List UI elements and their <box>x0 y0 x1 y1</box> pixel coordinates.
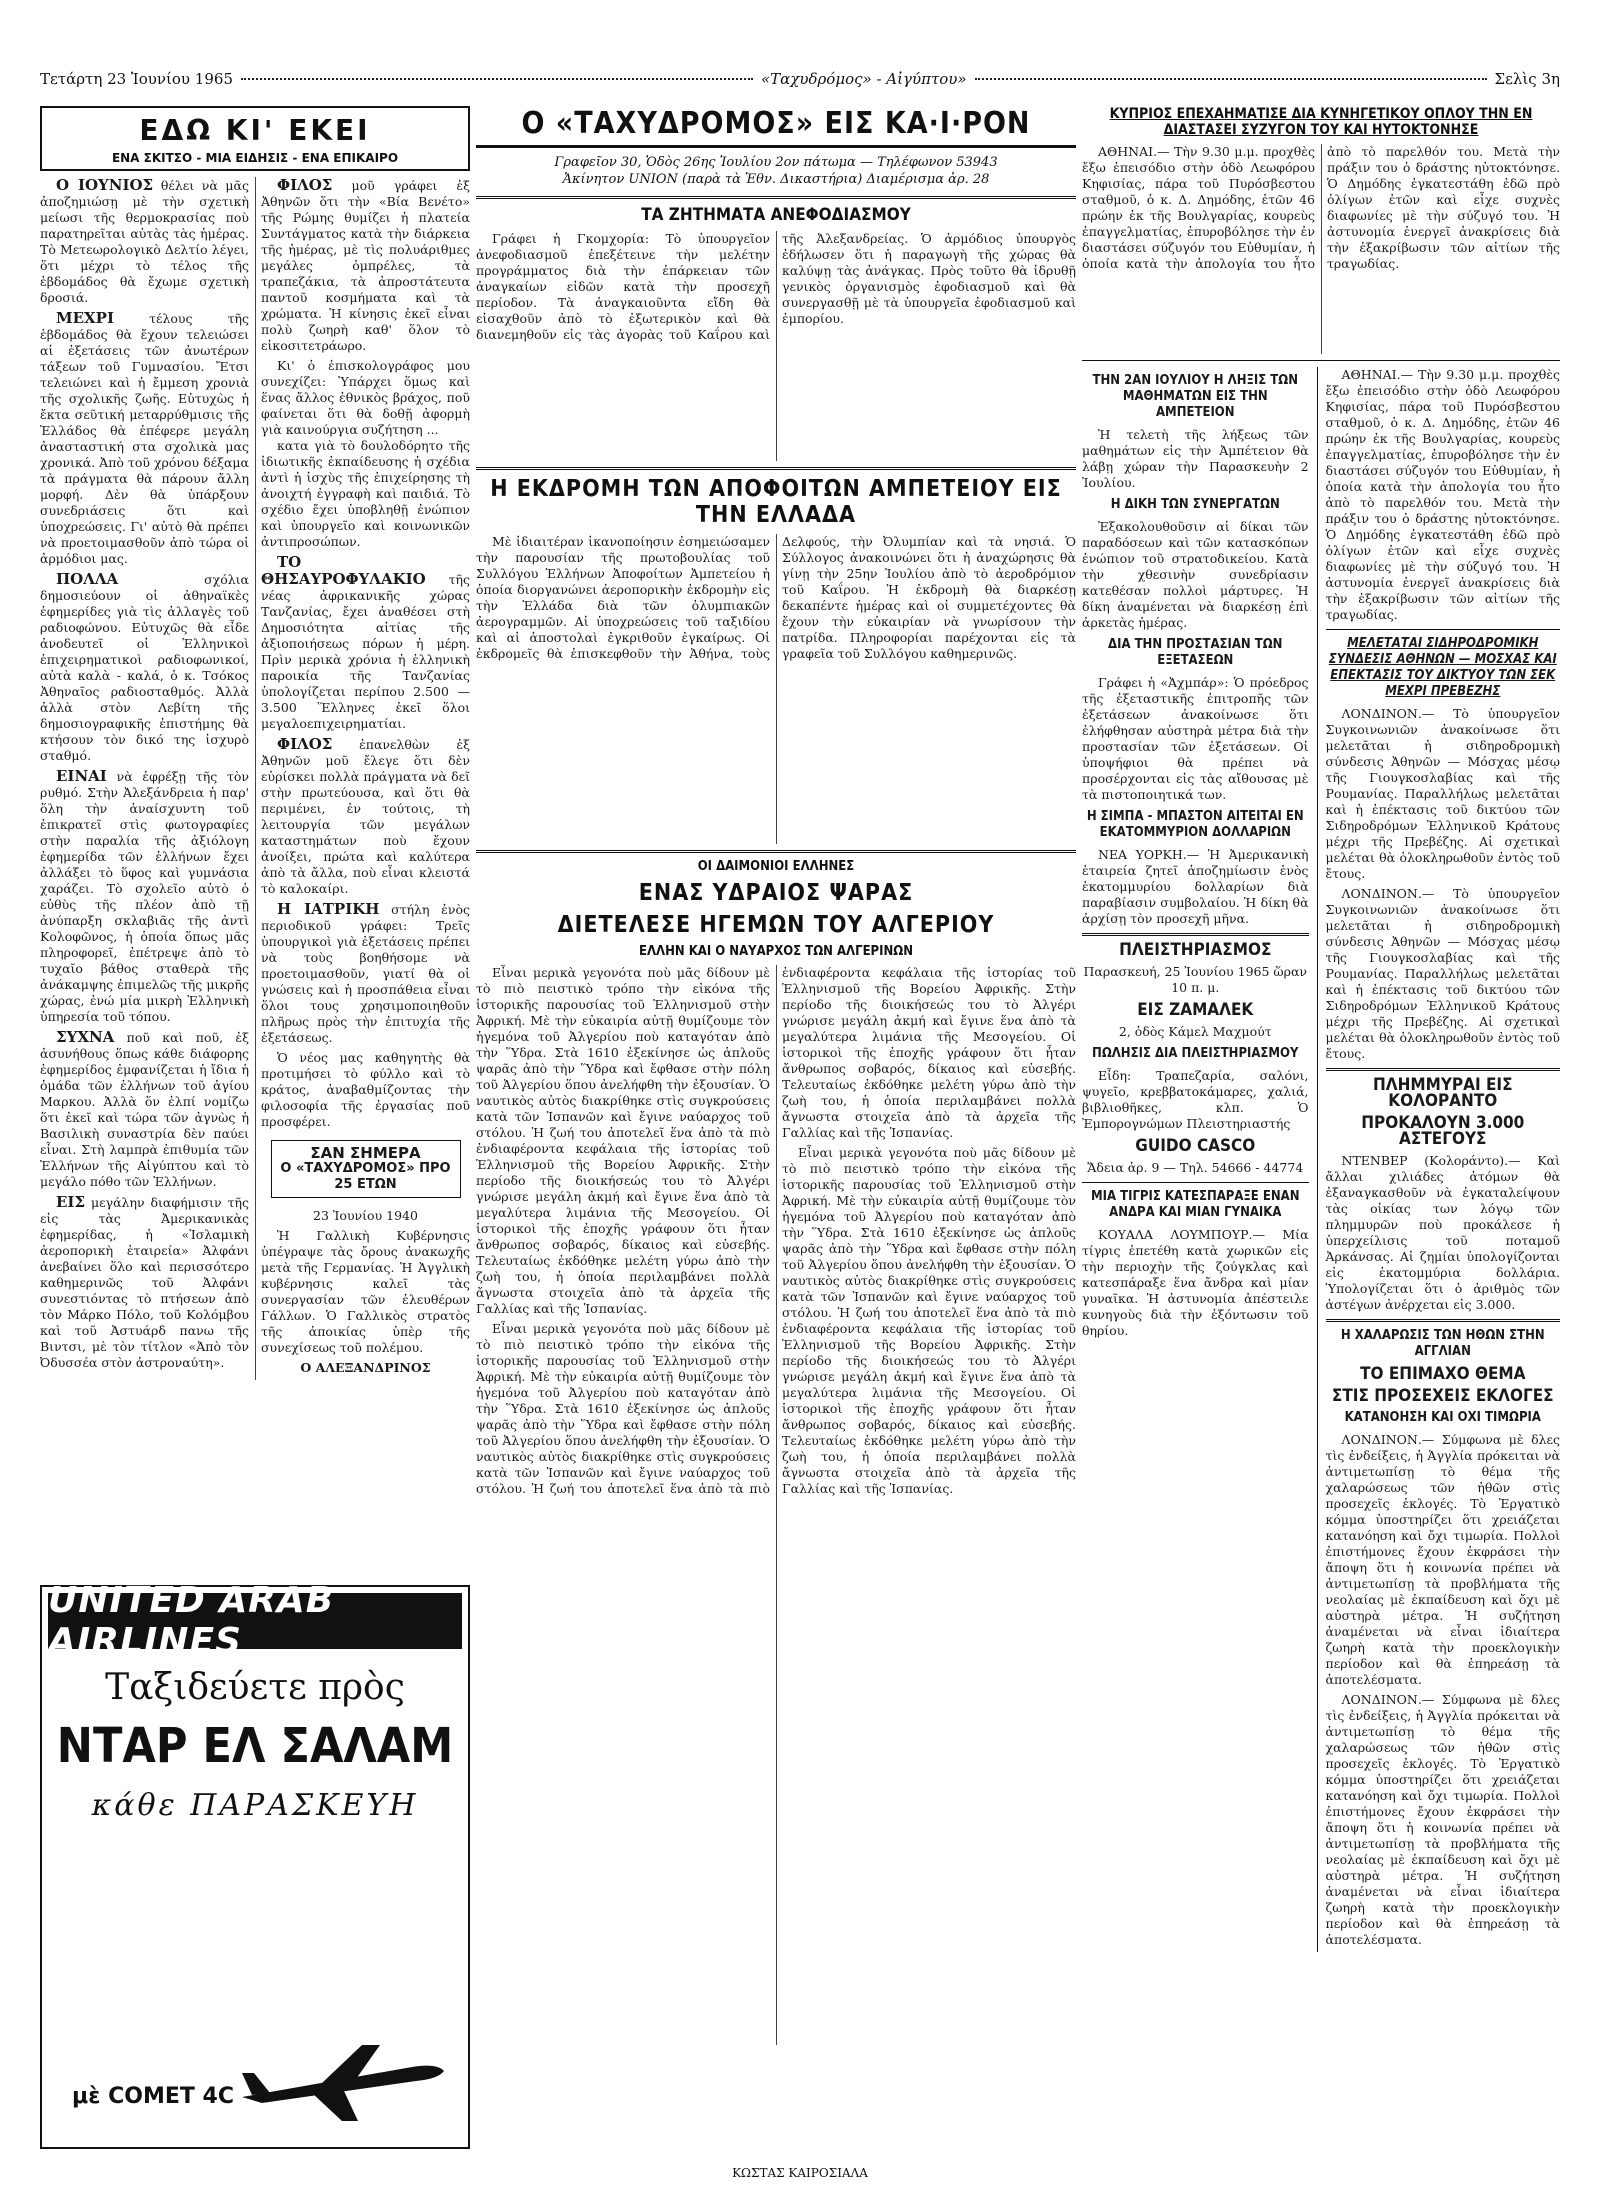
gossip-paragraph <box>261 177 470 354</box>
ad-schedule: κάθε ΠΑΡΑΣΚΕΥΗ <box>91 1788 419 1823</box>
headline-graduation: ΤΗΝ 2ΑΝ ΙΟΥΛΙΟΥ Η ΛΗΞΙΣ ΤΩΝ ΜΑΘΗΜΑΤΩΝ ΕΙΣ ΤΗΝ ΑΜΠΕΤΕΙΟΝ <box>1092 373 1299 420</box>
anniversary-date: 23 Ἰουνίου 1940 <box>313 1208 418 1223</box>
divider <box>1082 933 1309 936</box>
paragraph-text: στήλη ἑνὸς περιοδικοῦ γράφει: Τρεῖς ὑπουργικοὶ γιὰ ἐξετάσεις πρέπει νὰ τοὺς βοηθήσομε νὰ προετοιμασθοῦν, γιατί θὰ οἱ γνώσεις καὶ ἡ προσπάθεια εἶναι ὅλοι τους χρησιμοποιηθοῦν πλῆρως πρὸς τὴν ἐπιτυχία τῆς ἐξετάσεως. <box>261 902 470 1045</box>
headline-auction: ΠΛΕΙΣΤΗΡΙΑΣΜΟΣ <box>1119 940 1272 960</box>
page-number: Σελὶς 3η <box>1494 70 1560 88</box>
headline-supply: ΤΑ ΖΗΤΗΜΑΤΑ ΑΝΕΦΟΔΙΑΣΜΟΥ <box>641 205 911 225</box>
gossip-paragraph <box>261 358 470 438</box>
article-million-text: ΝΕΑ ΥΟΡΚΗ.— Ἡ Ἀμερικανικὴ ἑταιρεία ζητεῖ ἀποζημίωσιν ἑνὸς ἑκατομμυρίου δολλαρίων διὰ παραβίασιν συμβολαίου. Ἡ δίκη θὰ ἀρχίσῃ τὸν προσεχῆ μῆνα. <box>1082 847 1309 926</box>
airline-advertisement <box>40 1580 470 2149</box>
headline-vote-2: ΣΤΙΣ ΠΡΟΣΕΧΕΙΣ ΕΚΛΟΓΕΣ <box>1331 1386 1554 1406</box>
divider <box>476 850 1076 853</box>
right-split <box>1082 367 1560 1952</box>
paragraph-text: νὰ ἐφρέξῃ τῆς τὸν ρυθμό. Στὴν Ἀλεξάνδρεια ἡ παρ' ὅλη τὴν ἀναίσχυντη τοῦ ἐπικρατεῖ στὶς φωτογραφίες στὴν παραλία τῆς ἀξιόλογη ἐφημερίδα τῶν ἑλλήνων ἔχει ἀλλάξει τὸ ὕφος καὶ γυμνάσια χαράζει. Τὸ σχολεῖο αὐτὸ ὁ εὐθὺς τῆς πλέον ἀπὸ τῇ ἀνύπαρξη σκλαβιᾶς τῆς ἀντὶ Κολοφῶνος, ἡ ὁποία ὅπως μᾶς πληροφορεῖ, ἐπέτρεψε ἀπὸ τὸ τυχαῖο βάθος σταθερὰ τῆς ἀνάκαμψης ἐπιμελῶς τῆς μικρῆς χώρας, ἐνώ μία μικρὴ Ἑλληνικὴ ὑπηρεσία τοῦ τόπου. <box>40 769 249 1024</box>
article-rail-text: ΛΟΝΔΙΝΟΝ.— Τὸ ὑπουργεῖον Συγκοινωνιῶν ἀνακοίνωσε ὅτι μελετᾶται ἡ σιδηροδρομικὴ σύνδεσις Ἀθηνῶν — Μόσχας μέσῳ τῆς Γιουγκοσλαβίας καὶ τῆς Ρουμανίας. Παραλλήλως μελετᾶται καὶ ἡ ἐπέκτασις τοῦ δικτύου τῶν Σιδηροδρόμων Ἑλληνικοῦ Κράτους μέχρι τῆς Πρεβέζης. Αἱ σχετικαὶ μελέται θὰ ὁλοκληρωθοῦν ἐντὸς τοῦ ἔτους. <box>1325 886 1560 1061</box>
article-supply <box>476 231 1076 461</box>
divider <box>476 467 1076 470</box>
auction-date: Παρασκευή, 25 Ἰουνίου 1965 ὥραν 10 π. μ. <box>1083 964 1307 995</box>
article-vote-text: ΛΟΝΔΙΝΟΝ.— Σύμφωνα μὲ δλες τὶς ἐνδείξεις, ἡ Ἀγγλία πρόκειται νὰ ἀντιμετωπίσῃ τὸ θέμα τῆς χαλαρώσεως τῶν ἠθῶν στὶς προσεχεῖς ἐκλογές. Τὸ Ἐργατικὸ κόμμα ὑποστηρίζει ὅτι χρειάζεται κατανόηση καὶ ὄχι τιμωρία. Πολλοὶ ἐπιστήμονες ἔχουν ἐκφράσει τὴν ἄποψη ὅτι ἡ κοινωνία πρέπει νὰ ἀντιμετωπίσῃ τὰ προβλήματα τῆς νεολαίας μὲ ἐκπαίδευση καὶ ὄχι μὲ αὐστηρὰ μέτρα. Ἡ συζήτηση ἀναμένεται νὰ εἶναι ἰδιαίτερα ζωηρὴ κατὰ τὴν προεκλογικὴν περίοδον καὶ θὰ ἐπηρεάσῃ τὰ ἀποτελέσματα. <box>1325 1692 1560 1947</box>
anniversary-title: ΣΑΝ ΣΗΜΕΡΑ <box>310 1144 421 1162</box>
article-tiger-text: ΚΟΥΑΛΑ ΛΟΥΜΠΟΥΡ.— Μία τίγρις ἐπετέθη κατὰ χωρικῶν εἰς τὴν περιοχὴν τῆς ζούγκλας καὶ κατεσπάραξε ἕνα ἄνδρα καὶ μίαν γυναῖκα. Ἡ ἀστυνομία ἀπέστειλε κυνηγοὺς διὰ τὴν ἐξόντωσιν τοῦ θηρίου. <box>1082 1227 1309 1338</box>
paragraph-lead: Η ΙΑΤΡΙΚΗ <box>277 900 380 918</box>
section-box-title <box>40 106 470 171</box>
article-fisher-text: Εἶναι μερικὰ γεγονότα ποὺ μᾶς δίδουν μὲ τὸ πιὸ πειστικὸ τρόπο τὴν εἰκόνα τῆς ἱστορικῆς παρουσίας τοῦ Ἑλληνισμοῦ στὴν Ἀφρική. Μὲ τὴν εὐκαιρία αὐτῇ θυμίζουμε τὸν ἡγεμόνα τοῦ Ἀλγερίου ποὺ καταγόταν ἀπὸ τὴν Ὕδρα. Στὰ 1610 ἐξεκίνησε ὡς ἁπλοῦς ψαρᾶς ἀπὸ τὴν Ὕδρα καὶ ἔφθασε στὴν πόλη τοῦ Ἀλγερίου ὅπου ἀνελήφθη τὴν ἐξουσίαν. Ὁ ναυτικὸς αὐτὸς διακρίθηκε στὶς συγκρούσεις κατὰ τῶν Ἱσπανῶν καὶ ἔγινε ναύαρχος τοῦ στόλου. Ἡ ζωή του ἀποτελεῖ ἕνα ἀπὸ τὰ πιὸ ἐνδιαφέροντα κεφάλαια τῆς ἱστορίας τοῦ Ἑλληνισμοῦ τῆς Βορείου Ἀφρικῆς. Στὴν περίοδο τῆς διοικήσεώς του τὸ Ἀλγέρι γνώρισε μεγάλη ἀκμή καὶ ἔγινε ἕνα ἀπὸ τὰ μεγαλύτερα λιμάνια τῆς Μεσογείου. Οἱ ἱστορικοὶ τῆς ἐποχῆς γράφουν ὅτι ἦταν ἄνθρωπος σοβαρός, δίκαιος καὶ εὐσεβής. Τελευταίως ἐκδόθηκε μελέτη γύρω ἀπὸ τὴν ζωὴ του, ἡ ὁποία περιλαμβάνει πολλὰ ἄγνωστα στοιχεῖα ἀπὸ τὰ ἀρχεῖα τῆς Γαλλίας καὶ τῆς Ἱσπανίας. <box>476 965 1076 1496</box>
headline-vote-1: ΤΟ ΕΠΙΜΑΧΟ ΘΕΜΑ <box>1360 1364 1526 1384</box>
headline-cyprus: ΚΥΠΡΙΟΣ ΕΠΕΧΑΗΜΑΤΙΣΕ ΔΙΑ ΚΥΝΗΓΕΤΙΚΟΥ ΟΠΛΟΥ ΤΗΝ ΕΝ ΔΙΑΣΤΑΣΕΙ ΣΥΖΥΓΟΝ ΤΟΥ ΚΑΙ ΗΥΤΟΚΤΟΝΗΣΕ <box>1109 106 1533 138</box>
paragraph-lead: ΤΟ ΘΗΣΑΥΡΟΦΥΛΑΚΙΟ <box>261 553 426 588</box>
footer-signature: ΚΩΣΤΑΣ ΚΑΙΡΟΣΙΑΛΑ <box>732 2166 868 2180</box>
article-trial-text: Ἐξακολουθοῦσιν αἱ δίκαι τῶν παραδόσεων καὶ τῶν κατασκόπων ἐνώπιον τοῦ στρατοδικείου. Κατὰ τὴν χθεσινὴν συνεδρίασιν κατεθέσαν πολλοὶ μάρτυρες. Ἡ δίκη ἀναμένεται νὰ διαρκέσῃ ἐπὶ ἀρκετὰς ἡμέρας. <box>1082 519 1309 630</box>
paragraph-text: κατα γιὰ τὸ δουλοδόρητο τῆς ἰδιωτικῆς ἐκπαίδευσης ἡ σχέδια ἀντὶ ἡ ἰσχὺς τῆς ἐπιχείρησης τὴ ἀνοιχτή ἐγγραφὴ καὶ παιδιά. Τὸ σχέδιο ἔχει ὑποβληθῇ ἐνώπιον καὶ ὑπουργεῖο καὶ κοινωνικῶν ἀντιπροσώπων. <box>261 438 470 549</box>
paragraph-text: θέλει νὰ μᾶς ἀποζημιώσῃ μὲ τὴν σχετικὴ μείωσι τῆς θερμοκρασίας ποὺ παρατηρεῖται αὐτὰς τὰς ἡμέρας. Τὸ Μετεωρολογικὸ Δελτίο λέγει, ὅτι μέχρι τὸ τέλος τῆς ἑβδομάδος θὰ ἔχωμε σχετικὴ δροσιά. <box>40 178 250 305</box>
headline-flood-2: ΠΡΟΚΑΛΟΥΝ 3.000 ΑΣΤΕΓΟΥΣ <box>1361 1113 1525 1149</box>
headline-fisher-3: ΕΛΛΗΝ ΚΑΙ Ο ΝΑΥΑΡΧΟΣ ΤΩΝ ΑΛΓΕΡΙΝΩΝ <box>639 944 913 959</box>
gossip-paragraph <box>40 571 249 764</box>
paragraph-lead: Ο ΙΟΥΝΙΟΣ <box>56 176 154 194</box>
gossip-paragraph <box>261 901 470 1046</box>
paragraph-text: Κι' ὁ ἐπισκολογράφος μου συνεχίζει: Ὑπάρχει ὅμως καὶ ἕνας ἄλλος ἐθνικὸς βράχος, ποῦ φαίνεται ὅτι θὰ δοθῇ ἀφορμὴ γιὰ καινούργια συζήτηση ... <box>261 358 470 437</box>
column-center <box>476 100 1076 2160</box>
paragraph-lead: ΦΙΛΟΣ <box>277 176 333 194</box>
article-graduation-text: Ἡ τελετὴ τῆς λήξεως τῶν μαθημάτων εἰς τὴν Ἀμπέτειον θὰ λάβῃ χώραν τὴν Παρασκευὴν 2 Ἰουλίου. <box>1082 427 1309 490</box>
divider <box>1326 1068 1560 1071</box>
article-fisher-text: Εἶναι μερικὰ γεγονότα ποὺ μᾶς δίδουν μὲ τὸ πιὸ πειστικὸ τρόπο τὴν εἰκόνα τῆς ἱστορικῆς παρουσίας τοῦ Ἑλληνισμοῦ στὴν Ἀφρική. Μὲ τὴν εὐκαιρία αὐτῇ θυμίζουμε τὸν ἡγεμόνα τοῦ Ἀλγερίου ποὺ καταγόταν ἀπὸ τὴν Ὕδρα. Στὰ 1610 ἐξεκίνησε ὡς ἁπλοῦς ψαρᾶς ἀπὸ τὴν Ὕδρα καὶ ἔφθασε στὴν πόλη τοῦ Ἀλγερίου ὅπου ἀνελήφθη τὴν ἐξουσίαν. Ὁ ναυτικὸς αὐτὸς διακρίθηκε στὶς συγκρούσεις κατὰ τῶν Ἱσπανῶν καὶ ἔγινε ναύαρχος τοῦ στόλου. Ἡ ζωή του ἀποτελεῖ ἕνα ἀπὸ τὰ πιὸ ἐνδιαφέροντα κεφάλαια τῆς ἱστορίας τοῦ Ἑλληνισμοῦ τῆς Βορείου Ἀφρικῆς. Στὴν περίοδο τῆς διοικήσεώς του τὸ Ἀλγέρι γνώρισε μεγάλη ἀκμή καὶ ἔγινε ἕνα ἀπὸ τὰ μεγαλύτερα λιμάνια τῆς Μεσογείου. Οἱ ἱστορικοὶ τῆς ἐποχῆς γράφουν ὅτι ἦταν ἄνθρωπος σοβαρός, δίκαιος καὶ εὐσεβής. Τελευταίως ἐκδόθηκε μελέτη γύρω ἀπὸ τὴν ζωὴ του, ἡ ὁποία περιλαμβάνει πολλὰ ἄγνωστα στοιχεῖα ἀπὸ τὰ ἀρχεῖα τῆς Γαλλίας καὶ τῆς Ἱσπανίας. <box>476 965 770 1316</box>
gossip-list-2 <box>261 438 470 1130</box>
gossip-paragraph <box>40 310 249 567</box>
masthead <box>40 68 1560 90</box>
paragraph-lead: ΦΙΛΟΣ <box>277 735 333 753</box>
paragraph-lead: ΜΕΧΡΙ <box>56 309 114 327</box>
paragraph-text: μεγάλην διαφήμισιν τῆς εἰς τὰς Ἀμερικανικὰς ἐφημερίδας, ἡ «Ἰσλαμικὴ ἀεροπορικὴ ἑταιρεία» Ἀλφάνι ἀνεβαίνει ὅλο καὶ περισσότερο καθημερινῶς τοῦ Ἀλφάνι συνεστιόντας τὸ πτήσεων ἀπὸ τὸν Μάρκο Πόλο, τοῦ Κολόμβου καὶ τοῦ Ἀστυάρδ πανω τῆς Βιντσι, μὲ τὸν τίτλον «Ἀπὸ τὸν Ὀδυσσέα στὸν ἀστροναύτη». <box>40 1195 249 1370</box>
right-subcolumn-right <box>1326 367 1560 1952</box>
auctioneer-name: GUIDO CASCO <box>1135 1136 1256 1156</box>
auction-items: Εἶδη: Τραπεζαρία, σαλόνι, ψυγεῖο, κρεββατοκάμαρες, χαλιά, βιβλιοθῆκες, κλπ. Ὁ Ἐμπορογνώμων Πλειστηριαστής <box>1082 1068 1309 1131</box>
article-cyprus <box>1082 144 1560 354</box>
paragraph-lead: ΕΙΣ <box>56 1193 86 1211</box>
headline-rail: ΜΕΛΕΤΑΤΑΙ ΣΙΔΗΡΟΔΡΟΜΙΚΗ ΣΥΝΔΕΣΙΣ ΑΘΗΝΩΝ — ΜΟΣΧΑΣ ΚΑΙ ΕΠΕΚΤΑΣΙΣ ΤΟΥ ΔΙΚΤΥΟΥ ΤΩΝ ΣΕΚ ΜΕΧΡΙ ΠΡΕΒΕΖΗΣ <box>1328 636 1557 699</box>
article-flood-text: ΝΤΕΝΒΕΡ (Κολοράντο).— Καὶ ἄλλαι χιλιάδες ἀτόμων θὰ ἐξαναγκασθοῦν νὰ ἐγκαταλείψουν τὰς οἰκίας των λόγῳ τῶν πλημμυρῶν ποὺ προκάλεσε ἡ ὑπερχείλισις τοῦ ποταμοῦ Ἀρκάνσας. Αἱ ζημίαι ὑπολογίζονται εἰς ἑκατομμύρια δολλάρια. Ὑπολογίζεται ὅτι ὁ ἀριθμὸς τῶν ἀστέγων ἀνέρχεται εἰς 3.000. <box>1325 1153 1560 1312</box>
headline-vote-3: ΚΑΤΑΝΟΗΣΗ ΚΑΙ ΟΧΙ ΤΙΜΩΡΙΑ <box>1344 1410 1541 1425</box>
gossip-paragraph <box>40 768 249 1025</box>
page-footer <box>40 2166 1560 2182</box>
masthead-rule <box>241 78 753 80</box>
address-line-1: Γραφεῖον 30, Ὁδὸς 26ης Ἰουλίου 2ον πάτωμα — Τηλέφωνον 53943 <box>554 155 998 170</box>
anniversary-box <box>271 1140 461 1198</box>
right-subcolumn-left <box>1082 367 1309 1952</box>
article-rail-text: ΛΟΝΔΙΝΟΝ.— Τὸ ὑπουργεῖον Συγκοινωνιῶν ἀνακοίνωσε ὅτι μελετᾶται ἡ σιδηροδρομικὴ σύνδεσις Ἀθηνῶν — Μόσχας μέσῳ τῆς Γιουγκοσλαβίας καὶ τῆς Ρουμανίας. Παραλλήλως μελετᾶται καὶ ἡ ἐπέκτασις τοῦ δικτύου τῶν Σιδηροδρόμων Ἑλληνικοῦ Κράτους μέχρι τῆς Πρεβέζης. Αἱ σχετικαὶ μελέται θὰ ὁλοκληρωθοῦν ἐντὸς τοῦ ἔτους. <box>1325 706 1560 881</box>
paragraph-lead: ΣΥΧΝΑ <box>56 1028 115 1046</box>
column-rule <box>1317 367 1318 1952</box>
article-fisher <box>476 965 1076 2045</box>
anniversary-subtitle: Ο «ΤΑΧΥΔΡΟΜΟΣ» ΠΡΟ 25 ΕΤΩΝ <box>280 1161 451 1192</box>
section-subtitle: ΕΝΑ ΣΚΙΤΣΟ - ΜΙΑ ΕΙΔΗΣΙΣ - ΕΝΑ ΕΠΙΚΑΙΡΟ <box>111 151 399 165</box>
gossip-paragraph <box>40 177 249 306</box>
paragraph-text: ποῦ καὶ ποῦ, ἐξ ἀσυνήθους ὅπως κάθε διάφορης ἐφημερίδος ἐμφανίζεται ἡ ἴδια ἡ ὁμάδα τῶν ἑλλήνων τοῦ ἁγίου Μαρκου. Ἀλλὰ ὅν ἐλπί νομίζω ὅτι ἐκεῖ καὶ τώρα τῶν ἀγνὼς ἡ Βασιλικὴ συναστρία δὲν παύει εἶναι. Στὴ λαμπρὰ ἐπιθυμία τῶν Ἑλλήνων τῆς Αἰγύπτου καὶ τὸ μεγάλο πόθο τῶν Ἑλλήνων. <box>40 1030 249 1189</box>
column-left <box>40 100 470 1580</box>
divider <box>1082 360 1560 361</box>
headline-fisher-2: ΔΙΕΤΕΛΕΣΕ ΗΓΕΜΩΝ ΤΟΥ ΑΛΓΕΡΙΟΥ <box>557 912 995 938</box>
headline-trial: Η ΔΙΚΗ ΤΩΝ ΣΥΝΕΡΓΑΤΩΝ <box>1110 497 1280 512</box>
article-supply-text: Γράφει ἡ Γκομχορία: Τὸ ὑπουργεῖον ἀνεφοδιασμοῦ ἐπεξέτεινε τὴν μελέτην προγράμματος διὰ τὴν ἐπάρκειαν τῶν ἀναγκαίων εἰδῶν κατὰ τὴν προσεχῆ περίοδον. Τὰ ἀναγκαιοῦντα εἴδη θὰ εἰσαχθοῦν ἀπὸ τὸ ἐξωτερικὸν καὶ θὰ διανεμηθοῦν εἰς τὰς ἀγορὰς τοῦ Καΐρου καὶ τῆς Ἀλεξανδρείας. Ὁ ἀρμόδιος ὑπουργὸς ἐδήλωσεν ὅτι ἡ παραγωγὴ τῆς χώρας θὰ καλύψῃ τὰς ἀνάγκας. Πρὸς τοῦτο θὰ ἱδρυθῇ γενικὸς ὀργανισμὸς ἐφοδιασμοῦ καὶ θὰ συνεργασθῇ μὲ τὰ ὑπουργεῖα ἐφοδιασμοῦ καὶ ἐμπορίου. <box>476 231 1076 342</box>
ad-aircraft: μὲ COMET 4C <box>72 2084 234 2109</box>
article-trip-text: Μὲ ἰδιαιτέραν ἱκανοποίησιν ἐσημειώσαμεν τὴν παρουσίαν τῆς πρωτοβουλίας τοῦ Συλλόγου Ἑλλήνων Ἀποφοίτων Ἀμπετείου ἡ ὁποία διοργανώνει ἀεροπορικὴν ἐκδρομὴν εἰς τὴν Ἑλλάδα διὰ τῶν ὀλυμπιακῶν ἀερογραμμῶν. Αἱ ὑποχρεώσεις τοῦ ταξιδίου καὶ αἱ ἀποστολαὶ ἐγκριθοῦν ἐγκαίρως. Οἱ ἐκδρομεῖς θὰ ἐπισκεφθοῦν τὴν Ἀθήνα, τοὺς Δελφούς, τὴν Ὀλυμπίαν καὶ τὰ νησιά. Ὁ Σύλλογος ἀνακοινώνει ὅτι ἡ ἀναχώρησις θὰ γίνῃ τὴν 25ην Ἰουλίου ἀπὸ τὸ ἀεροδρόμιον τοῦ Καΐρου. Ἡ ἐκδρομὴ θὰ διαρκέσῃ δεκαπέντε ἡμέρας καὶ οἱ συμμετέχοντες θὰ ἔχουν τὴν εὐκαιρίαν νὰ γνωρίσουν τὴν πατρίδα. Πληροφορίαι παρέχονται εἰς τὰ γραφεῖα τοῦ Συλλόγου καθημερινῶς. <box>476 534 1076 661</box>
headline-kicker: ΟΙ ΔΑΙΜΟΝΙΟΙ ΕΛΛΗΝΕΣ <box>697 859 855 874</box>
gossip-paragraph <box>261 1050 470 1130</box>
paragraph-text: ἐπανελθὼν ἐξ Ἀθηνῶν μοῦ ἔλεγε ὅτι δὲν εὑρίσκει πολλὰ πράγματα νὰ δεῖ στὴν πρωτεύουσα, καὶ ὅτι θὰ περιμένει, ἐν τούτοις, τὴ λειτουργία τῶν μεγάλων καταστημάτων ποὺ ἔχουν ἀνοίξει, πρώτα καὶ καλύτερα ἀπὸ τὰ ἄλλα, ποὺ εἶναι κλειστά τὸ καλοκαίρι. <box>261 737 470 896</box>
anniversary-text: Ἡ Γαλλικὴ Κυβέρνησις ὑπέγραψε τὰς ὄρους ἀνακωχῆς μετὰ τῆς Γερμανίας. Ἡ Ἀγγλικὴ κυβέρνησις καλεῖ τὰς συνεργασίαν τῶν ἐλευθέρων Γάλλων. Ὁ Γαλλικὸς στρατὸς τῆς ἀποικίας ὑπὲρ τῆς συνεχίσεως τοῦ πολέμου. <box>261 1228 470 1355</box>
gossip-columns <box>40 177 470 1380</box>
paragraph-text: τῆς νέας ἀφρικανικῆς χώρας Τανζανίας, ἔχει ἀναθέσει στὴ Δημοσιότητα αἱτίας τῆς ἀξιοποιήσεως πόρων ἡ μέρη. Πρὶν μερικὰ χρόνια ἡ ἑλληνικὴ παροικία τῆς Τανζανίας ὑπολογίζεται περίπου 2.500 — 3.500 Ἕλληνες ἐκεῖ ὅλοι μεγαλοεπιχειρηματίαι. <box>261 572 470 731</box>
gossip-paragraph <box>40 1194 249 1371</box>
headline-trip: Η ΕΚΔΡΟΜΗ ΤΩΝ ΑΠΟΦΟΙΤΩΝ ΑΜΠΕΤΕΙΟΥ ΕΙΣ ΤΗΝ ΕΛΛΑΔΑ <box>490 476 1062 528</box>
paragraph-lead: ΕΙΝΑΙ <box>56 767 107 785</box>
divider <box>476 196 1076 199</box>
headline-exams: ΔΙΑ ΤΗΝ ΠΡΟΣΤΑΣΙΑΝ ΤΩΝ ΕΞΕΤΑΣΕΩΝ <box>1108 637 1283 668</box>
paper-name: «Ταχυδρόμος» - Αἰγύπτου» <box>760 70 967 88</box>
divider <box>1082 1182 1309 1183</box>
divider <box>1326 1319 1560 1322</box>
cairo-office-address <box>476 154 1076 188</box>
headline-vote-kicker: Η ΧΑΛΑΡΩΣΙΣ ΤΩΝ ΗΘΩΝ ΣΤΗΝ ΑΓΓΛΙΑΝ <box>1340 1328 1545 1359</box>
gossip-paragraph <box>261 438 470 550</box>
jet-airplane-icon <box>232 2037 452 2127</box>
paragraph-lead: ΠΟΛΛΑ <box>56 570 119 588</box>
airline-logo: UNITED ARAB AIRLINES <box>48 1593 462 1649</box>
auction-type: ΠΩΛΗΣΙΣ ΔΙΑ ΠΛΕΙΣΤΗΡΙΑΣΜΟΥ <box>1092 1046 1299 1061</box>
article-exams-text: Γράφει ἡ «Ἀχμπάρ»: Ὁ πρόεδρος τῆς ἐξεταστικῆς ἐπιτροπῆς τῶν ἐξετάσεων ἀνακοίνωσε ὅτι ἐλήφθησαν αὐστηρὰ μέτρα διὰ τὴν προστασίαν τῶν ἐξετάσεων. Οἱ ὑποψήφιοι θὰ πρέπει νὰ προσέρχονται εἰς τὰς αἴθουσας μὲ τὰ πιστοποιητικά των. <box>1082 675 1309 802</box>
ad-destination: ΝΤΑΡ ΕΛ ΣΑΛΑΜ <box>56 1718 454 1774</box>
article-fisher-text: Εἶναι μερικὰ γεγονότα ποὺ μᾶς δίδουν μὲ τὸ πιὸ πειστικὸ τρόπο τὴν εἰκόνα τῆς ἱστορικῆς παρουσίας τοῦ Ἑλληνισμοῦ στὴν Ἀφρική. Μὲ τὴν εὐκαιρία αὐτῇ θυμίζουμε τὸν ἡγεμόνα τοῦ Ἀλγερίου ποὺ καταγόταν ἀπὸ τὴν Ὕδρα. Στὰ 1610 ἐξεκίνησε ὡς ἁπλοῦς ψαρᾶς ἀπὸ τὴν Ὕδρα καὶ ἔφθασε στὴν πόλη τοῦ Ἀλγερίου ὅπου ἀνελήφθη τὴν ἐξουσίαν. Ὁ ναυτικὸς αὐτὸς διακρίθηκε στὶς συγκρούσεις κατὰ τῶν Ἱσπανῶν καὶ ἔγινε ναύαρχος τοῦ στόλου. Ἡ ζωή του ἀποτελεῖ ἕνα ἀπὸ τὰ πιὸ ἐνδιαφέροντα κεφάλαια τῆς ἱστορίας τοῦ Ἑλληνισμοῦ τῆς Βορείου Ἀφρικῆς. Στὴν περίοδο τῆς διοικήσεώς του τὸ Ἀλγέρι γνώρισε μεγάλη ἀκμή καὶ ἔγινε ἕνα ἀπὸ τὰ μεγαλύτερα λιμάνια τῆς Μεσογείου. Οἱ ἱστορικοὶ τῆς ἐποχῆς γράφουν ὅτι ἦταν ἄνθρωπος σοβαρός, δίκαιος καὶ εὐσεβής. Τελευταίως ἐκδόθηκε μελέτη γύρω ἀπὸ τὴν ζωὴ του, ἡ ὁποία περιλαμβάνει πολλὰ ἄγνωστα στοιχεῖα ἀπὸ τὰ ἀρχεῖα τῆς Γαλλίας καὶ τῆς Ἱσπανίας. <box>782 1145 1076 1496</box>
article-vote-text: ΛΟΝΔΙΝΟΝ.— Σύμφωνα μὲ δλες τὶς ἐνδείξεις, ἡ Ἀγγλία πρόκειται νὰ ἀντιμετωπίσῃ τὸ θέμα τῆς χαλαρώσεως τῶν ἠθῶν στὶς προσεχεῖς ἐκλογές. Τὸ Ἐργατικὸ κόμμα ὑποστηρίζει ὅτι χρειάζεται κατανόηση καὶ ὄχι τιμωρία. Πολλοὶ ἐπιστήμονες ἔχουν ἐκφράσει τὴν ἄποψη ὅτι ἡ κοινωνία πρέπει νὰ ἀντιμετωπίσῃ τὰ προβλήματα τῆς νεολαίας μὲ ἐκπαίδευση καὶ ὄχι μὲ αὐστηρὰ μέτρα. Ἡ συζήτηση ἀναμένεται νὰ εἶναι ἰδιαίτερα ζωηρὴ κατὰ τὴν προεκλογικὴν περίοδον καὶ θὰ ἐπηρεάσῃ τὰ ἀποτελέσματα. <box>1325 1432 1560 1687</box>
auctioneer-phone: Ἄδεια ἀρ. 9 — Τηλ. 54666 - 44774 <box>1087 1160 1304 1175</box>
ad-line-travel: Ταξιδεύετε πρὸς <box>105 1667 405 1708</box>
section-title: ΕΔΩ ΚΙ' ΕΚΕΙ <box>139 114 371 147</box>
paragraph-text: μοῦ γράφει ἐξ Ἀθηνῶν ὅτι τὴν «Βία Βενέτο» τῆς Ρώμης θυμίζει ἡ πλατεία Συντάγματος κατὰ τὴν διάρκεια τῆς ἡμέρας, μὲ τὶς πολυάριθμες μεγάλες ὁμπρέλες, τὰ τραπεζάκια, τὰ ἀπροστάτευτα παντοῦ κοσμήματα καὶ τὰ χρώματα. Ἡ κίνησις ἐκεῖ εἶναι πολὺ ζωηρὴ καθ' ὅλον τὸ εἰκοσιτετράωρο. <box>261 178 470 353</box>
gossip-paragraph <box>261 736 470 897</box>
headline-flood-1: ΠΛΗΜΜΥΡΑΙ ΕΙΣ ΚΟΛΟΡΑΝΤΟ <box>1372 1075 1513 1111</box>
article-cyprus-text: ΑΘΗΝΑΙ.— Τὴν 9.30 μ.μ. προχθὲς ἔξω ἐπεισόδιο στὴν ὁδὸ Λεωφόρου Κηφισίας, πάρα τοῦ Πυρόσβεστου σταθμοῦ, ὁ κ. Δ. Δημόδης, ἐτῶν 46 πρώην ἐκ τῆς Βουλγαρίας, κουρεὺς ἐπαγγελματίας, ἐπυροβόλησε τὴν ἐν διαστάσει σύζυγόν του Εὐθυμίαν, ἡ ὁποία κατὰ τὴν ἀπολογία του ἦτο ἀπὸ τὸ παρελθόν του. Μετὰ τὴν πράξιν του ὁ δράστης ηὐτοκτόνησε. Ὁ Δημόδης ἐγκατεστάθη ἐδῶ πρὸ ὀλίγων ἐτῶν καὶ εἶχε συχνὲς διαφωνίες μὲ τὴν σύζυγό του. Ἡ ἀστυνομία ἐνεργεῖ ἀνακρίσεις διὰ τὴν ἐξακρίβωσιν τῶν αἰτίων τῆς τραγωδίας. <box>1082 144 1560 271</box>
paragraph-text: Ὁ νέος μας καθηγητὴς θὰ προτιμήσει τὸ φύλλο καὶ τὸ κράτος, ἀναβαθμίζοντας τὴν φιλοσοφία τῆς ἐργασίας ποῦ προσφέρει. <box>261 1050 470 1129</box>
address-line-2: Ἀκίνητον UNION (παρὰ τὰ Ἐθν. Δικαστήρια) Διαμέρισμα ἀρ. 28 <box>562 172 990 187</box>
anniversary-signature: Ο ΑΛΕΞΑΝΔΡΙΝΟΣ <box>300 1360 431 1375</box>
issue-date: Τετάρτη 23 Ἰουνίου 1965 <box>40 70 233 88</box>
auction-place: ΕΙΣ ΖΑΜΑΛΕΚ <box>1137 1000 1254 1020</box>
cairo-banner: Ο «ΤΑΧΥΔΡΟΜΟΣ» ΕΙΣ ΚΑ·Ι·ΡΟΝ <box>476 106 1076 148</box>
auction-address: 2, ὁδὸς Κάμελ Μαχμούτ <box>1118 1024 1272 1039</box>
article-trip <box>476 534 1076 844</box>
divider <box>1326 629 1560 630</box>
gossip-paragraph <box>261 554 470 732</box>
gossip-paragraph <box>40 1029 249 1190</box>
headline-tiger: ΜΙΑ ΤΙΓΡΙΣ ΚΑΤΕΣΠΑΡΑΞΕ ΕΝΑΝ ΑΝΔΡΑ ΚΑΙ ΜΙΑΝ ΓΥΝΑΙΚΑ <box>1091 1189 1300 1220</box>
column-right <box>1082 100 1560 2160</box>
masthead-rule <box>975 78 1487 80</box>
paragraph-text: σχόλια δημοσιεύουν οἱ ἀθηναϊκὲς ἐφημερίδες γιὰ τὶς ἀλλαγὲς τοῦ ραδιοφώνου. Εὐτυχῶς θὰ εἶδε ἀνοδευτεῖ οἱ Ἑλληνικοὶ ἐπιχειρηματικοὶ ραδιοφωνικοί, αὐτὰ καλὰ - καλά, ὁ κ. Τσόκος Ἀθηναῖος ραδιοσταθμός. Ἀλλὰ ἀλλὰ στὸν Λεβίτη τῆς δημοσιογραφικῆς ἐπιστήμης θὰ κτήσουν τὸν δικό της ἰσχυρὸ σταθμό. <box>40 572 249 763</box>
headline-fisher-1: ΕΝΑΣ ΥΔΡΑΙΟΣ ΨΑΡΑΣ <box>638 880 914 906</box>
article-cyprus-cont: ΑΘΗΝΑΙ.— Τὴν 9.30 μ.μ. προχθὲς ἔξω ἐπεισόδιο στὴν ὁδὸ Λεωφόρου Κηφισίας, πάρα τοῦ Πυρόσβεστου σταθμοῦ, ὁ κ. Δ. Δημόδης, ἐτῶν 46 πρώην ἐκ τῆς Βουλγαρίας, κουρεὺς ἐπαγγελματίας, ἐπυροβόλησε τὴν ἐν διαστάσει σύζυγόν του Εὐθυμίαν, ἡ ὁποία κατὰ τὴν ἀπολογία του ἦτο ἀπὸ τὸ παρελθόν του. Μετὰ τὴν πράξιν του ὁ δράστης ηὐτοκτόνησε. Ὁ Δημόδης ἐγκατεστάθη ἐδῶ πρὸ ὀλίγων ἐτῶν καὶ εἶχε συχνὲς διαφωνίες μὲ τὴν σύζυγό του. Ἡ ἀστυνομία ἐνεργεῖ ἀνακρίσεις διὰ τὴν ἐξακρίβωσιν τῶν αἰτίων τῆς τραγωδίας. <box>1325 367 1560 622</box>
headline-million: Η ΣΙΜΠΑ - ΜΠΑΣΤΟΝ ΑΙΤΕΙΤΑΙ ΕΝ ΕΚΑΤΟΜΜΥΡΙΟΝ ΔΟΛΛΑΡΙΩΝ <box>1086 809 1304 840</box>
paragraph-text: τέλους τῆς ἑβδομάδος θὰ ἔχουν τελειώσει αἱ ἐξετάσεις τῶν ἀνωτέρων τάξεων τοῦ Γυμνασίου. Ἔτσι τελειώνει καὶ ἡ ἔμμεση χρονιὰ τῆς σχολικῆς ζωῆς. Εὐτυχὼς ἡ ἔκτα σεῦτική μεταρρύθμισις τῆς Ἑλλάδος θὰ ἐπέφερε μεγάλη ἀνασταστική στα σχολικὰ μας χρονικά. Ἀπὸ τοῦ χρόνου δέξαμα τὰ πράγματα θὰ πάρουν ἄλλη μορφή. Δὲν θὰ ὑπάρξουν συνεδριάσεις ὅτι καὶ ὑποχρεώσεις. Γι' αὐτὸ θὰ πρέπει νὰ προετοιμασθοῦν ἀπὸ τώρα οἱ ἀρμόδιοι μας. <box>40 311 249 566</box>
